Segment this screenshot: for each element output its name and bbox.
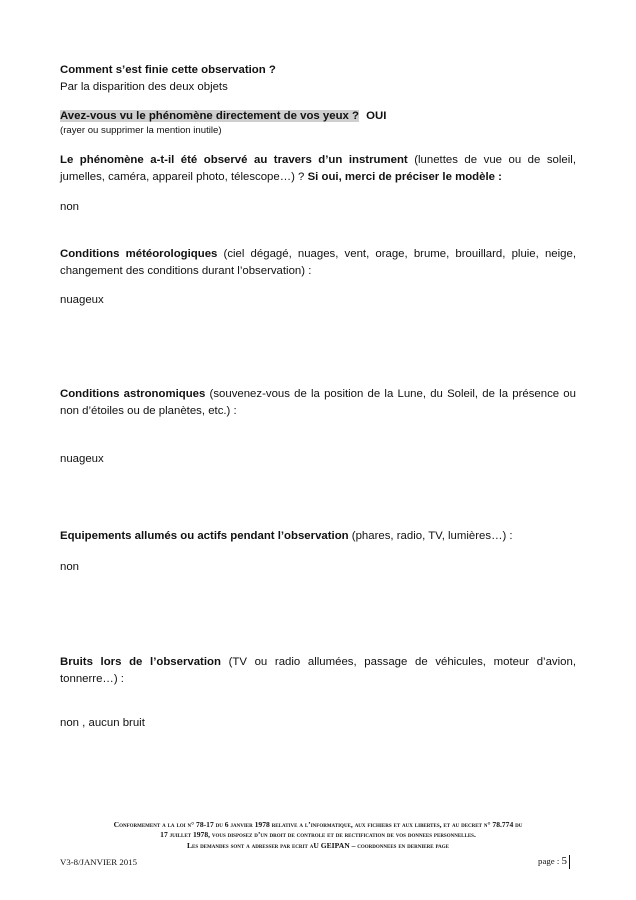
question-weather-detail: (ciel dégagé, nuages, vent, orage, brume, brouillard, pluie, neige, changement des conditions durant l’observation) : <box>60 248 576 277</box>
question-astro-detail: (souvenez-vous de la position de la Lune, du Soleil, de la présence ou non d’étoiles ou de planètes, etc.) : <box>60 388 576 417</box>
answer-noise: non , aucun bruit <box>60 717 145 729</box>
legal-notice-line-1: Conformement a la loi n° 78-17 du 6 janvier 1978 relative a l’informatique, aux fichiers et aux libertes, et au decret n° 78.774 du <box>113 820 523 829</box>
note-direct: (rayer ou supprimer la mention inutile) <box>60 125 222 136</box>
page-label: page : <box>538 856 560 867</box>
page-number: 5 <box>561 855 567 868</box>
answer-direct: OUI <box>366 110 387 122</box>
answer-end: Par la disparition des deux objets <box>60 81 228 93</box>
question-astro-bold: Conditions astronomiques <box>60 388 206 400</box>
question-instrument-detail: (lunettes de vue ou de soleil, jumelles, caméra, appareil photo, télescope…) ? <box>60 154 576 183</box>
question-end-block <box>60 62 576 96</box>
question-direct: Avez-vous vu le phénomène directement de vos yeux ? <box>60 110 359 122</box>
version-label: V3-8/JANVIER 2015 <box>60 857 137 867</box>
question-noise-bold: Bruits lors de l’observation <box>60 656 221 668</box>
question-instrument-bold: Le phénomène a-t-il été observé au travers d’un instrument <box>60 154 408 166</box>
legal-notice-line-3: Les demandes sont a adresser par ecrit aU GEIPAN – coordonnees en derniere page <box>186 841 449 850</box>
page-indicator <box>538 855 570 869</box>
question-direct-block <box>60 108 576 137</box>
question-astro <box>60 386 576 420</box>
answer-equipment: non <box>60 561 80 573</box>
question-instrument-bold2: Si oui, merci de préciser le modèle : <box>307 171 502 183</box>
answer-astro: nuageux <box>60 453 104 465</box>
question-equipment-detail: (phares, radio, TV, lumières…) : <box>348 530 513 542</box>
question-end: Comment s’est finie cette observation ? <box>60 64 276 76</box>
answer-weather: nuageux <box>60 294 104 306</box>
question-equipment-bold: Equipements allumés ou actifs pendant l’observation <box>60 530 349 542</box>
question-weather <box>60 246 576 280</box>
question-equipment <box>60 528 576 545</box>
text-cursor <box>569 855 570 869</box>
question-instrument <box>60 152 576 186</box>
question-noise-detail: (TV ou radio allumées, passage de véhicules, moteur d’avion, tonnerre…) : <box>60 656 576 685</box>
question-weather-bold: Conditions météorologiques <box>60 248 218 260</box>
legal-notice-line-2: 17 juillet 1978, vous disposez d’un droit de controle et de rectification de vos donnees personnelles. <box>160 830 476 839</box>
question-noise <box>60 654 576 688</box>
answer-instrument: non <box>60 201 80 213</box>
